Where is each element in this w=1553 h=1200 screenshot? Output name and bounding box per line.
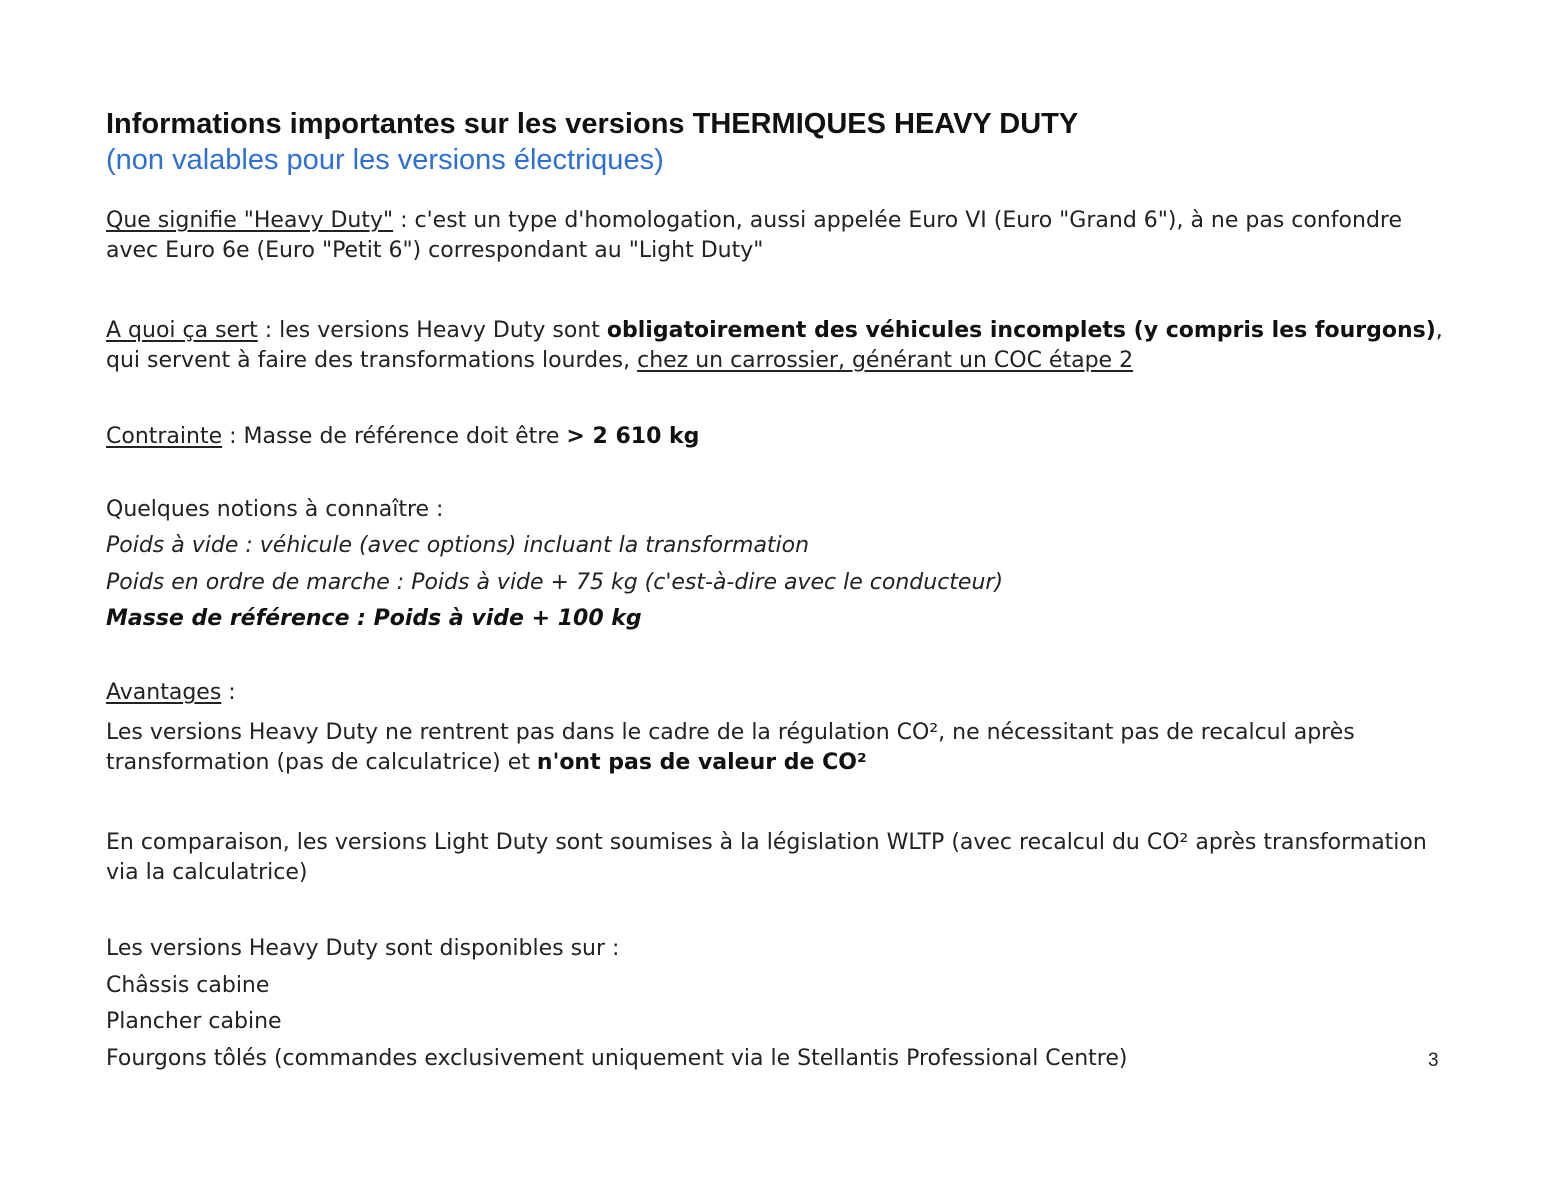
advantages-paragraph [106,718,1451,778]
availability-heading: Les versions Heavy Duty sont disponibles sur : [106,936,620,961]
usage-bold: obligatoirement des véhicules incomplets (y compris les fourgons) [606,318,1436,343]
availability-item: Plancher cabine [106,1009,282,1034]
notion-item: Poids à vide : véhicule (avec options) incluant la transformation [106,533,810,558]
usage-underlined: chez un carrossier, générant un COC étape 2 [637,348,1134,373]
usage-paragraph [106,316,1451,376]
advantages-label: Avantages [106,680,222,705]
advantages-label-suffix: : [221,680,236,705]
page-number: 3 [1428,1050,1439,1071]
advantages-text: Les versions Heavy Duty ne rentrent pas dans le cadre de la régulation CO², ne nécessitant pas de recalcul après transformation (pas de calculatrice) et [106,720,1355,775]
constraint-label: Contrainte [106,424,223,449]
notion-item: Poids en ordre de marche : Poids à vide + 75 kg (c'est-à-dire avec le conducteur) [106,570,1004,595]
advantages-bold: n'ont pas de valeur de CO² [536,750,867,775]
advantages-heading [106,678,236,708]
page-title: Informations importantes sur les versions THERMIQUES HEAVY DUTY [106,108,1079,140]
page-subtitle: (non valables pour les versions électriques) [106,144,664,176]
availability-item: Châssis cabine [106,973,270,998]
comparison-paragraph: En comparaison, les versions Light Duty sont soumises à la législation WLTP (avec recalcul du CO² après transformation via la calculatrice) [106,830,1427,885]
definition-text: : c'est un type d'homologation, aussi appelée Euro VI (Euro "Grand 6"), à ne pas confondre avec Euro 6e (Euro "Petit 6") correspondant au "Light Duty" [106,208,1403,263]
constraint-text: : Masse de référence doit être [222,424,567,449]
constraint-paragraph [106,422,699,452]
notions-heading: Quelques notions à connaître : [106,497,444,522]
usage-text-2: , qui servent à faire des transformations lourdes, [106,318,1443,373]
usage-text-1: : les versions Heavy Duty sont [257,318,607,343]
usage-label: A quoi ça sert [106,318,258,343]
definition-paragraph [106,206,1451,266]
definition-label: Que signifie "Heavy Duty" [106,208,394,233]
constraint-value: > 2 610 kg [566,424,700,449]
notion-emphasis: Masse de référence : Poids à vide + 100 kg [106,606,642,631]
availability-item: Fourgons tôlés (commandes exclusivement uniquement via le Stellantis Professional Centre) [106,1046,1128,1071]
